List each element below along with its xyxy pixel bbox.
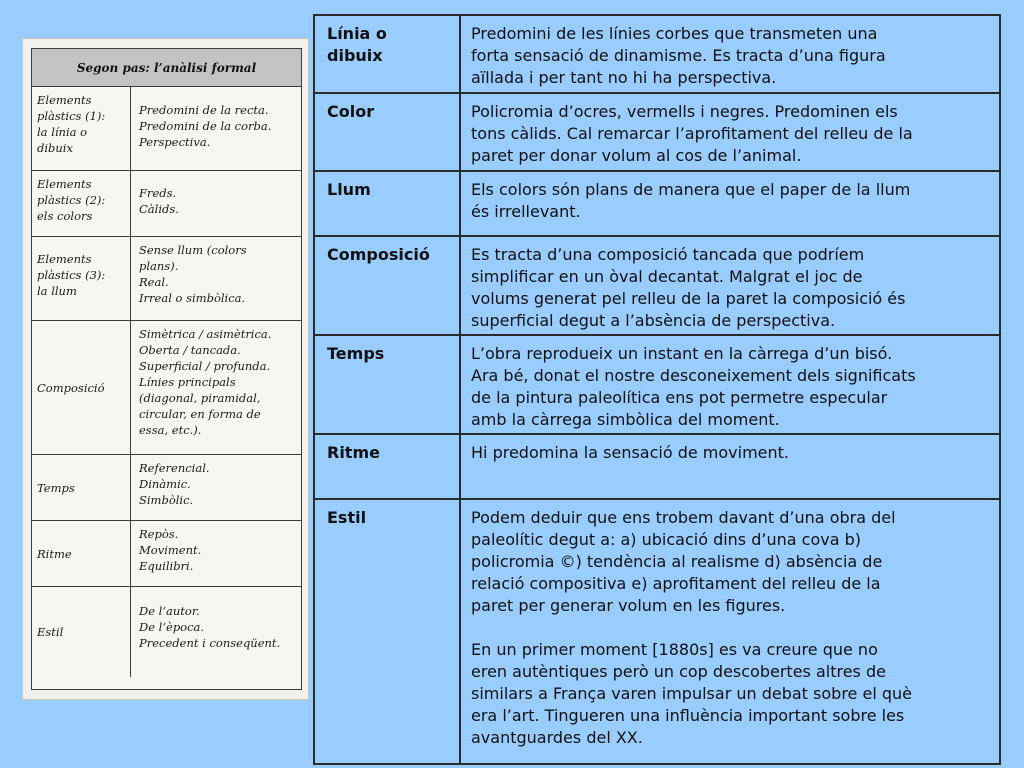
row-label: Ritme [315,435,461,498]
scanned-page-image [22,38,309,700]
scanned-row-text: Simètrica / asimètrica. Oberta / tancada. Superficial / profunda. Línies principals (diagonal, piramidal, circular, en forma de essa, etc.). [139,327,272,437]
row-text: Predomini de les línies corbes que transmeten una forta sensació de dinamisme. Es tracta d’una figura aïllada i per tant no hi ha perspectiva. [471,24,886,87]
scanned-row-label: Ritme [32,521,131,586]
scanned-row-text: Referencial. Dinàmic. Simbòlic. [139,461,210,507]
row-label: Estil [315,500,461,763]
row-label: Composició [315,237,461,334]
table-row-color [315,94,999,172]
scanned-row-label: Elements plàstics (3): la llum [32,237,131,320]
scanned-row-time [32,455,301,521]
scanned-row-text: Predomini de la recta. Predomini de la corba. Perspectiva. [139,103,272,149]
scanned-row-text: Repòs. Moviment. Equilibri. [139,527,202,573]
row-text: Podem deduir que ens trobem davant d’una obra del paleolític degut a: a) ubicació dins d’una cova b) policromia ©) tendència al realisme d) absència de relació compositiva e) aprofitament del relleu de la paret per generar volum en les figures. En un primer moment [1880s] es va creure que no eren autèntiques però un cop descobertes altres de similars a França varen impulsar un debat sobre el què era l’art. Tingueren una influència important sobre les avantguardes del XX. [471,508,912,747]
row-text: L’obra reprodueix un instant en la càrrega d’un bisó. Ara bé, donat el nostre desconeixement dels significats de la pintura paleolítica ens pot permetre especular amb la càrrega simbòlica del moment. [471,344,916,429]
scanned-table-header: Segon pas: l’anàlisi formal [32,49,301,87]
table-row-rhythm [315,435,999,500]
scanned-row-text: Freds. Càlids. [139,186,179,216]
table-row-style [315,500,999,763]
table-row-composition [315,237,999,336]
row-text: Es tracta d’una composició tancada que podríem simplificar en un òval decantat. Malgrat el joc de volums generat pel relleu de la paret la composició és superficial degut a l’absència de perspectiva. [471,245,906,330]
analysis-table [313,14,1001,765]
scanned-row-style [32,587,301,677]
scanned-row-text: De l’autor. De l’època. Precedent i conseqüent. [139,604,281,650]
row-label: Temps [315,336,461,433]
table-row-line [315,16,999,94]
row-label: Color [315,94,461,170]
scanned-row-composition [32,321,301,455]
scanned-row-light [32,237,301,321]
row-label: Línia o dibuix [315,16,461,92]
scanned-row-label: Elements plàstics (2): els colors [32,171,131,236]
scanned-row-label: Temps [32,455,131,520]
scanned-row-label: Composició [32,321,131,454]
scanned-row-text: Sense llum (colors plans). Real. Irreal o simbòlica. [139,243,247,305]
scanned-row-color [32,171,301,237]
row-text: Els colors són plans de manera que el paper de la llum és irrellevant. [471,180,911,221]
table-row-light [315,172,999,237]
scanned-table [31,48,302,690]
row-text: Policromia d’ocres, vermells i negres. Predominen els tons càlids. Cal remarcar l’aprofitament del relleu de la paret per donar volum al cos de l’animal. [471,102,913,165]
scanned-row-line [32,87,301,171]
scanned-row-rhythm [32,521,301,587]
row-label: Llum [315,172,461,235]
table-row-time [315,336,999,435]
scanned-row-label: Estil [32,587,131,677]
scanned-row-label: Elements plàstics (1): la línia o dibuix [32,87,131,170]
row-text: Hi predomina la sensació de moviment. [471,443,790,462]
